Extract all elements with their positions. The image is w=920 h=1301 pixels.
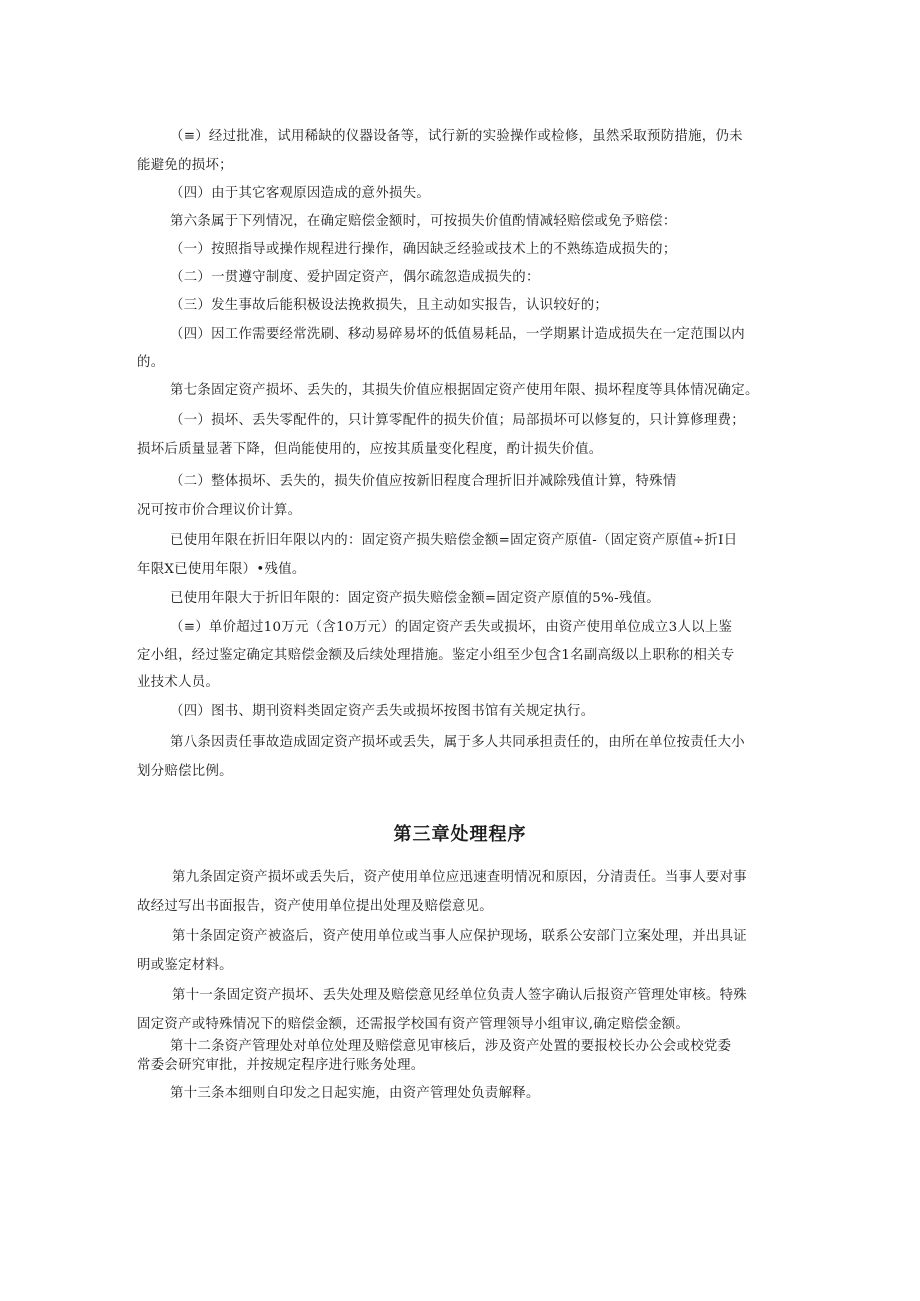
paragraph-line: 常委会研究审批，并按规定程序进行账务处理。 [137,1058,425,1073]
paragraph-line: 第六条属于下列情况，在确定赔偿金额时，可按损失价值酌情减轻赔偿或免予赔偿： [170,214,677,229]
paragraph-line: 定小组，经过鉴定确定其赔偿金额及后续处理措施。鉴定小组至少包含1名副高级以上职称的相关专 [137,648,735,663]
paragraph-line: （二）一贯遵守制度、爱护固定资产，偶尔疏忽造成损失的： [170,270,540,285]
paragraph-line: 固定资产或特殊情况下的赔偿金额，还需报学校国有资产管理领导小组审议,确定赔偿金额。 [137,1017,690,1032]
paragraph-line: 况可按市价合理议价计算。 [137,503,302,518]
paragraph-line: （四）图书、期刊资料类固定资产丢失或损坏按图书馆有关规定执行。 [170,704,595,719]
paragraph-line: 第八条因责任事故造成固定资产损坏或丢失，属于多人共同承担责任的，由所在单位按责任大小 [170,735,746,750]
paragraph-line: （≡）经过批准，试用稀缺的仪器设备等，试行新的实验操作或检修，虽然采取预防措施，仍未 [170,129,743,144]
paragraph-line: 的。 [137,355,165,370]
paragraph-line: 年限X已使用年限）•残值。 [137,562,306,577]
paragraph-line: 第十一条固定资产损坏、丢失处理及赔偿意见经单位负责人签字确认后报资产管理处审核。特殊 [172,988,748,1003]
paragraph-line: 第十条固定资产被盗后，资产使用单位或当事人应保护现场，联系公安部门立案处理，并出具证 [172,929,748,944]
paragraph-line: 能避免的损坏； [137,158,233,173]
paragraph-line: 已使用年限大于折旧年限的：固定资产损失赔偿金额=固定资产原值的5%-残值。 [170,591,660,606]
paragraph-line: （一）按照指导或操作规程进行操作，确因缺乏经验或技术上的不熟练造成损失的； [170,242,677,257]
paragraph-line: （一）损坏、丢失零配件的，只计算零配件的损失价值；局部损坏可以修复的，只计算修理费； [170,413,746,428]
chapter-heading: 第三章处理程序 [393,824,527,845]
paragraph-line: 第九条固定资产损坏或丢失后，资产使用单位应迅速查明情况和原因，分清责任。当事人要对事 [172,870,748,885]
paragraph-line: 损坏后质量显著下降，但尚能使用的，应按其质量变化程度，酌计损失价值。 [137,442,603,457]
paragraph-line: （三）发生事故后能积极设法挽救损失，且主动如实报告，认识较好的； [170,298,609,313]
paragraph-line: 业技术人员。 [137,675,220,690]
paragraph-line: （四）因工作需要经常洗刷、移动易碎易坏的低值易耗品，一学期累计造成损失在一定范围以内 [170,327,746,342]
paragraph-line: （二）整体损坏、丢失的，损失价值应按新旧程度合理折旧并减除残值计算，特殊情 [170,474,677,489]
paragraph-line: 第七条固定资产损坏、丢失的，其损失价值应根据固定资产使用年限、损坏程度等具体情况确定。 [170,383,759,398]
paragraph-line: 故经过写出书面报告，资产使用单位提出处理及赔偿意见。 [137,899,493,914]
paragraph-line: （≡）单价超过10万元（含10万元）的固定资产丢失或损坏，由资产使用单位成立3人以上鉴 [170,620,733,635]
paragraph-line: 第十三条本细则自印发之日起实施，由资产管理处负责解释。 [170,1086,540,1101]
paragraph-line: 已使用年限在折旧年限以内的：固定资产损失赔偿金额=固定资产原值-（固定资产原值÷折I日 [170,533,738,548]
paragraph-line: 明或鉴定材料。 [137,958,233,973]
paragraph-line: 第十二条资产管理处对单位处理及赔偿意见审核后，涉及资产处置的要报校长办公会或校党委 [170,1039,732,1054]
paragraph-line: 划分赔偿比例。 [137,764,233,779]
paragraph-line: （四）由于其它客观原因造成的意外损失。 [170,186,431,201]
